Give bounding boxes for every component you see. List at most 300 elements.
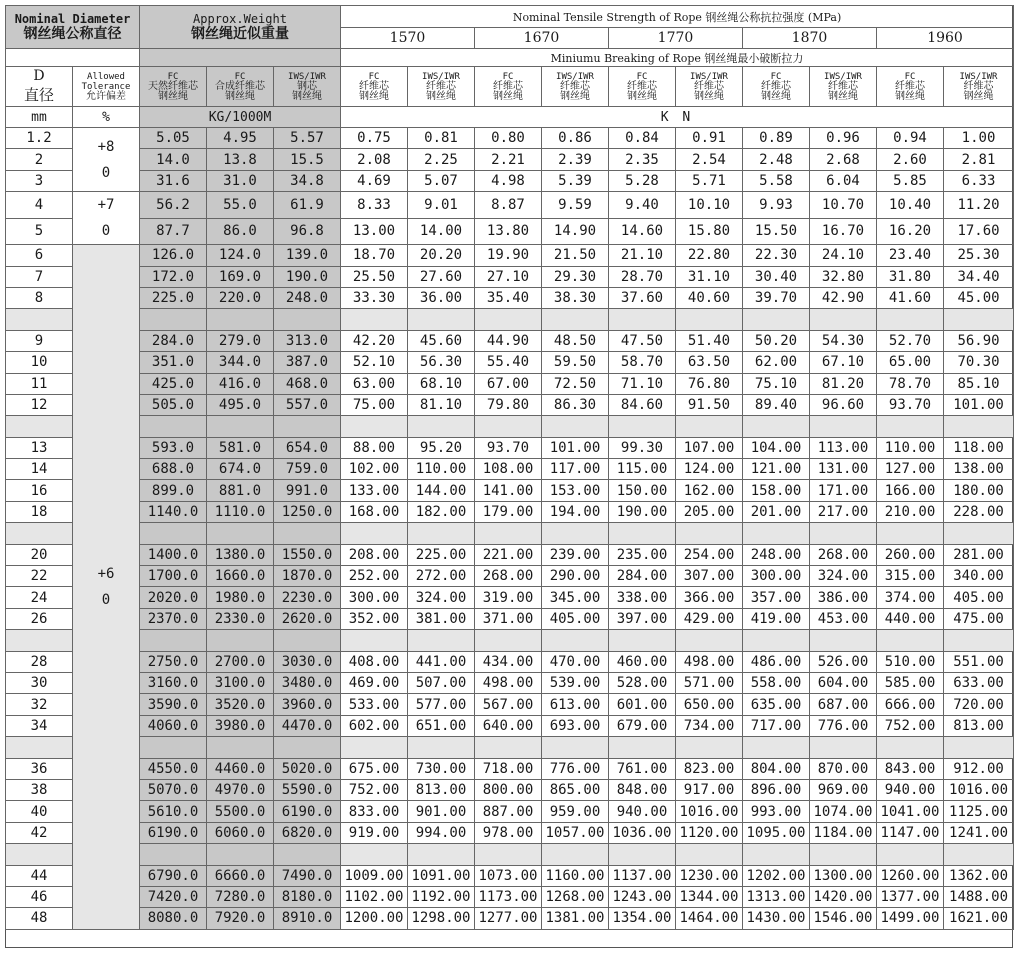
table-row [6, 352, 1014, 373]
breaking-cell: 5.39 [542, 170, 609, 191]
breaking-cell: 386.00 [810, 587, 877, 608]
breaking-cell: 115.00 [609, 459, 676, 480]
breaking-cell: 18.70 [341, 245, 408, 266]
breaking-cell: 833.00 [341, 801, 408, 822]
breaking-cell: 67.10 [810, 352, 877, 373]
table-row [6, 886, 1014, 907]
breaking-cell: 800.00 [475, 779, 542, 800]
breaking-cell: 5.58 [743, 170, 810, 191]
tolerance-cell [73, 245, 140, 930]
breaking-cell: 307.00 [676, 566, 743, 587]
breaking-col-header-1-1 [542, 67, 609, 107]
breaking-cell: 1016.00 [676, 801, 743, 822]
weight-cell: 3480.0 [274, 672, 341, 693]
breaking-cell: 1313.00 [743, 886, 810, 907]
weight-cell: 190.0 [274, 266, 341, 287]
spacer-cell [274, 630, 341, 651]
breaking-cell: 319.00 [475, 587, 542, 608]
breaking-cell: 848.00 [609, 779, 676, 800]
b-col-l1: IWS/IWR [959, 71, 998, 82]
weight-cell: 15.5 [274, 149, 341, 170]
breaking-cell: 168.00 [341, 501, 408, 522]
breaking-cell: 613.00 [542, 694, 609, 715]
spacer-cell [810, 309, 877, 330]
diameter-cell: 36 [6, 758, 73, 779]
weight-cell: 4460.0 [207, 758, 274, 779]
breaking-cell: 397.00 [609, 608, 676, 629]
breaking-cell: 633.00 [944, 672, 1014, 693]
spacer-cell [542, 523, 609, 544]
breaking-col-header-1-0 [475, 67, 542, 107]
weight-cell: 2230.0 [274, 587, 341, 608]
breaking-cell: 63.50 [676, 352, 743, 373]
spacer-cell [274, 737, 341, 758]
breaking-cell: 110.00 [877, 437, 944, 458]
breaking-cell: 345.00 [542, 587, 609, 608]
spacer-cell [475, 844, 542, 865]
breaking-cell: 1621.00 [944, 908, 1014, 929]
breaking-cell: 300.00 [341, 587, 408, 608]
spacer-row [6, 630, 1014, 651]
breaking-cell: 340.00 [944, 566, 1014, 587]
breaking-cell: 51.40 [676, 330, 743, 351]
breaking-cell: 1488.00 [944, 886, 1014, 907]
breaking-cell: 268.00 [475, 566, 542, 587]
b-col-l3: 钢丝绳 [963, 90, 994, 102]
spacer-cell [341, 737, 408, 758]
weight-cell: 172.0 [140, 266, 207, 287]
breaking-cell: 101.00 [542, 437, 609, 458]
spacer-cell [140, 416, 207, 437]
breaking-col-header-2-0 [609, 67, 676, 107]
table-row [6, 672, 1014, 693]
b-col-l3: 钢丝绳 [359, 90, 389, 102]
breaking-cell: 6.04 [810, 170, 877, 191]
breaking-cell: 366.00 [676, 587, 743, 608]
table-row [6, 287, 1014, 308]
spacer-cell [810, 737, 877, 758]
breaking-cell: 88.00 [341, 437, 408, 458]
weight-cell: 14.0 [140, 149, 207, 170]
spacer-cell [475, 630, 542, 651]
breaking-cell: 5.07 [408, 170, 475, 191]
breaking-cell: 11.20 [944, 192, 1014, 219]
d-label: D [33, 68, 45, 84]
breaking-cell: 208.00 [341, 544, 408, 565]
breaking-cell: 93.70 [877, 394, 944, 415]
breaking-cell: 127.00 [877, 459, 944, 480]
breaking-cell: 182.00 [408, 501, 475, 522]
weight-cell: 6790.0 [140, 865, 207, 886]
diameter-cell: 40 [6, 801, 73, 822]
weight-cell: 557.0 [274, 394, 341, 415]
diameter-cell: 14 [6, 459, 73, 480]
breaking-cell: 357.00 [743, 587, 810, 608]
breaking-cell: 1241.00 [944, 822, 1014, 843]
spacer-cell [140, 844, 207, 865]
weight-col-header-0 [140, 67, 207, 107]
breaking-cell: 896.00 [743, 779, 810, 800]
weight-cell: 425.0 [140, 373, 207, 394]
table-row [6, 266, 1014, 287]
weight-cell: 87.7 [140, 218, 207, 245]
breaking-col-header-4-0 [877, 67, 944, 107]
diameter-cell: 5 [6, 218, 73, 245]
breaking-cell: 56.30 [408, 352, 475, 373]
breaking-cell: 31.80 [877, 266, 944, 287]
breaking-cell: 1125.00 [944, 801, 1014, 822]
spacer-cell [676, 737, 743, 758]
breaking-cell: 405.00 [542, 608, 609, 629]
weight-cell: 8910.0 [274, 908, 341, 929]
breaking-cell: 260.00 [877, 544, 944, 565]
breaking-cell: 0.94 [877, 128, 944, 149]
weight-cell: 5.05 [140, 128, 207, 149]
breaking-cell: 2.25 [408, 149, 475, 170]
table-row [6, 608, 1014, 629]
diameter-cell: 26 [6, 608, 73, 629]
spacer-row [6, 737, 1014, 758]
breaking-cell: 217.00 [810, 501, 877, 522]
spacer-cell [207, 630, 274, 651]
table-row [6, 128, 1014, 149]
breaking-cell: 42.90 [810, 287, 877, 308]
nominal-diameter-en: Nominal Diameter [14, 12, 131, 26]
weight-cell: 495.0 [207, 394, 274, 415]
breaking-cell: 62.00 [743, 352, 810, 373]
breaking-cell: 675.00 [341, 758, 408, 779]
w-col-l2: 合成纤维芯 [215, 80, 265, 92]
breaking-cell: 131.00 [810, 459, 877, 480]
weight-cell: 2700.0 [207, 651, 274, 672]
breaking-cell: 27.10 [475, 266, 542, 287]
table-row [6, 149, 1014, 170]
spacer-cell [341, 630, 408, 651]
breaking-cell: 2.21 [475, 149, 542, 170]
spacer-cell [207, 737, 274, 758]
breaking-cell: 16.20 [877, 218, 944, 245]
w-col-l3: 钢丝绳 [292, 90, 322, 102]
table-row [6, 651, 1014, 672]
breaking-cell: 577.00 [408, 694, 475, 715]
breaking-cell: 110.00 [408, 459, 475, 480]
diameter-cell: 12 [6, 394, 73, 415]
spacer-cell [341, 844, 408, 865]
breaking-cell: 24.10 [810, 245, 877, 266]
w-col-l2: 天然纤维芯 [148, 80, 198, 92]
weight-cell: 654.0 [274, 437, 341, 458]
breaking-cell: 59.50 [542, 352, 609, 373]
weight-cell: 34.8 [274, 170, 341, 191]
diameter-cell: 38 [6, 779, 73, 800]
spacer-cell [810, 523, 877, 544]
b-col-l3: 钢丝绳 [627, 90, 657, 102]
breaking-cell: 138.00 [944, 459, 1014, 480]
breaking-cell: 717.00 [743, 715, 810, 736]
breaking-cell: 1009.00 [341, 865, 408, 886]
spacer-cell [140, 737, 207, 758]
spacer-cell [475, 737, 542, 758]
weight-cell: 387.0 [274, 352, 341, 373]
table-row [6, 801, 1014, 822]
breaking-cell: 434.00 [475, 651, 542, 672]
weight-cell: 505.0 [140, 394, 207, 415]
weight-cell: 6190.0 [140, 822, 207, 843]
wire-rope-spec-table [5, 5, 1014, 930]
diameter-cell: 13 [6, 437, 73, 458]
weight-cell: 1870.0 [274, 566, 341, 587]
spacer-cell [676, 523, 743, 544]
diameter-cell: 48 [6, 908, 73, 929]
diameter-cell: 18 [6, 501, 73, 522]
spacer-cell [542, 737, 609, 758]
breaking-cell: 507.00 [408, 672, 475, 693]
spacer-cell [810, 416, 877, 437]
breaking-cell: 1499.00 [877, 908, 944, 929]
breaking-cell: 58.70 [609, 352, 676, 373]
breaking-cell: 567.00 [475, 694, 542, 715]
spacer-cell [408, 523, 475, 544]
spacer-cell [944, 309, 1014, 330]
spacer-cell [475, 523, 542, 544]
breaking-cell: 640.00 [475, 715, 542, 736]
weight-cell: 4060.0 [140, 715, 207, 736]
breaking-cell: 76.80 [676, 373, 743, 394]
breaking-cell: 162.00 [676, 480, 743, 501]
tolerance-cell [73, 192, 140, 245]
breaking-cell: 47.50 [609, 330, 676, 351]
spacer-cell [676, 630, 743, 651]
weight-cell: 3160.0 [140, 672, 207, 693]
breaking-cell: 37.60 [609, 287, 676, 308]
breaking-cell: 32.80 [810, 266, 877, 287]
spacer-row [6, 844, 1014, 865]
breaking-cell: 324.00 [810, 566, 877, 587]
unit-pct: % [73, 107, 140, 128]
spacer-cell [609, 416, 676, 437]
diameter-cell: 32 [6, 694, 73, 715]
blank-weight-1 [140, 49, 341, 67]
breaking-cell: 33.30 [341, 287, 408, 308]
spacer-cell [542, 416, 609, 437]
breaking-cell: 1230.00 [676, 865, 743, 886]
spacer-cell [542, 630, 609, 651]
weight-cell: 6820.0 [274, 822, 341, 843]
breaking-cell: 45.00 [944, 287, 1014, 308]
breaking-cell: 498.00 [475, 672, 542, 693]
breaking-cell: 1362.00 [944, 865, 1014, 886]
diameter-cell: 1.2 [6, 128, 73, 149]
spacer-cell [140, 523, 207, 544]
breaking-cell: 150.00 [609, 480, 676, 501]
breaking-cell: 498.00 [676, 651, 743, 672]
breaking-cell: 99.30 [609, 437, 676, 458]
breaking-cell: 91.50 [676, 394, 743, 415]
weight-cell: 5.57 [274, 128, 341, 149]
breaking-cell: 666.00 [877, 694, 944, 715]
breaking-cell: 558.00 [743, 672, 810, 693]
breaking-cell: 571.00 [676, 672, 743, 693]
w-col-l2: 钢芯 [297, 80, 317, 92]
breaking-cell: 1036.00 [609, 822, 676, 843]
spacer-cell [944, 416, 1014, 437]
weight-cell: 1400.0 [140, 544, 207, 565]
breaking-cell: 248.00 [743, 544, 810, 565]
b-col-l3: 钢丝绳 [828, 90, 858, 102]
breaking-cell: 166.00 [877, 480, 944, 501]
breaking-cell: 10.40 [877, 192, 944, 219]
breaking-cell: 23.40 [877, 245, 944, 266]
spacer-cell [140, 309, 207, 330]
diameter-cell: 28 [6, 651, 73, 672]
breaking-col-header-0-0 [341, 67, 408, 107]
breaking-cell: 52.10 [341, 352, 408, 373]
breaking-col-header-4-1 [944, 67, 1014, 107]
breaking-cell: 78.70 [877, 373, 944, 394]
weight-cell: 6060.0 [207, 822, 274, 843]
table-row [6, 480, 1014, 501]
breaking-cell: 158.00 [743, 480, 810, 501]
tolerance-plus: +7 [97, 197, 115, 214]
breaking-cell: 38.30 [542, 287, 609, 308]
table-row [6, 758, 1014, 779]
b-col-l1: FC [502, 71, 514, 82]
breaking-cell: 1057.00 [542, 822, 609, 843]
weight-cell: 1110.0 [207, 501, 274, 522]
spacer-cell [207, 523, 274, 544]
breaking-cell: 1016.00 [944, 779, 1014, 800]
diameter-cell: 7 [6, 266, 73, 287]
breaking-cell: 761.00 [609, 758, 676, 779]
weight-cell: 248.0 [274, 287, 341, 308]
breaking-cell: 252.00 [341, 566, 408, 587]
b-col-l3: 钢丝绳 [694, 90, 724, 102]
weight-cell: 344.0 [207, 352, 274, 373]
breaking-cell: 179.00 [475, 501, 542, 522]
weight-cell: 4970.0 [207, 779, 274, 800]
weight-cell: 225.0 [140, 287, 207, 308]
table-row [6, 330, 1014, 351]
b-col-l1: IWS/IWR [422, 71, 460, 82]
breaking-cell: 651.00 [408, 715, 475, 736]
breaking-cell: 469.00 [341, 672, 408, 693]
breaking-cell: 1344.00 [676, 886, 743, 907]
breaking-cell: 81.20 [810, 373, 877, 394]
breaking-cell: 0.89 [743, 128, 810, 149]
breaking-cell: 48.50 [542, 330, 609, 351]
breaking-cell: 15.80 [676, 218, 743, 245]
spacer-cell [743, 630, 810, 651]
weight-cell: 169.0 [207, 266, 274, 287]
breaking-cell: 101.00 [944, 394, 1014, 415]
w-col-l3: 钢丝绳 [158, 90, 188, 102]
breaking-cell: 89.40 [743, 394, 810, 415]
breaking-cell: 268.00 [810, 544, 877, 565]
breaking-title: Miniumu Breaking of Rope 钢丝绳最小破断拉力 [341, 49, 1014, 67]
breaking-cell: 601.00 [609, 694, 676, 715]
breaking-cell: 475.00 [944, 608, 1014, 629]
breaking-cell: 470.00 [542, 651, 609, 672]
breaking-cell: 1202.00 [743, 865, 810, 886]
breaking-cell: 994.00 [408, 822, 475, 843]
breaking-cell: 324.00 [408, 587, 475, 608]
spacer-cell [743, 523, 810, 544]
breaking-cell: 225.00 [408, 544, 475, 565]
breaking-cell: 95.20 [408, 437, 475, 458]
nominal-diameter-cn: 钢丝绳公称直径 [23, 26, 122, 42]
weight-cell: 899.0 [140, 480, 207, 501]
breaking-cell: 1.00 [944, 128, 1014, 149]
breaking-cell: 804.00 [743, 758, 810, 779]
spacer-cell [810, 630, 877, 651]
weight-cell: 5070.0 [140, 779, 207, 800]
breaking-cell: 67.00 [475, 373, 542, 394]
breaking-cell: 539.00 [542, 672, 609, 693]
breaking-cell: 2.81 [944, 149, 1014, 170]
breaking-cell: 108.00 [475, 459, 542, 480]
breaking-cell: 8.87 [475, 192, 542, 219]
table-row [6, 501, 1014, 522]
weight-cell: 416.0 [207, 373, 274, 394]
breaking-cell: 239.00 [542, 544, 609, 565]
weight-cell: 759.0 [274, 459, 341, 480]
breaking-cell: 56.90 [944, 330, 1014, 351]
breaking-col-header-3-0 [743, 67, 810, 107]
breaking-cell: 201.00 [743, 501, 810, 522]
breaking-cell: 121.00 [743, 459, 810, 480]
breaking-cell: 917.00 [676, 779, 743, 800]
table-row [6, 245, 1014, 266]
spacer-cell [408, 416, 475, 437]
weight-cell: 5590.0 [274, 779, 341, 800]
breaking-cell: 1298.00 [408, 908, 475, 929]
breaking-cell: 205.00 [676, 501, 743, 522]
breaking-cell: 486.00 [743, 651, 810, 672]
breaking-cell: 5.71 [676, 170, 743, 191]
table-row [6, 566, 1014, 587]
d-header [6, 67, 73, 107]
spacer-cell [877, 523, 944, 544]
weight-cell: 8180.0 [274, 886, 341, 907]
weight-cell: 1550.0 [274, 544, 341, 565]
diameter-cell: 2 [6, 149, 73, 170]
diameter-cell: 4 [6, 192, 73, 219]
b-col-l2: 纤维芯 [560, 80, 590, 92]
unit-weight: KG/1000M [140, 107, 341, 128]
weight-cell: 4.95 [207, 128, 274, 149]
weight-cell: 593.0 [140, 437, 207, 458]
spacer-row [6, 416, 1014, 437]
breaking-cell: 300.00 [743, 566, 810, 587]
b-col-l1: FC [636, 71, 648, 82]
weight-cell: 139.0 [274, 245, 341, 266]
breaking-cell: 16.70 [810, 218, 877, 245]
diameter-cell: 24 [6, 587, 73, 608]
weight-cell: 3960.0 [274, 694, 341, 715]
breaking-cell: 28.70 [609, 266, 676, 287]
weight-cell: 351.0 [140, 352, 207, 373]
breaking-cell: 86.30 [542, 394, 609, 415]
breaking-cell: 650.00 [676, 694, 743, 715]
breaking-cell: 52.70 [877, 330, 944, 351]
breaking-cell: 1137.00 [609, 865, 676, 886]
breaking-cell: 14.00 [408, 218, 475, 245]
breaking-cell: 93.70 [475, 437, 542, 458]
breaking-cell: 102.00 [341, 459, 408, 480]
spacer-cell [475, 309, 542, 330]
weight-cell: 881.0 [207, 480, 274, 501]
diameter-cell: 8 [6, 287, 73, 308]
